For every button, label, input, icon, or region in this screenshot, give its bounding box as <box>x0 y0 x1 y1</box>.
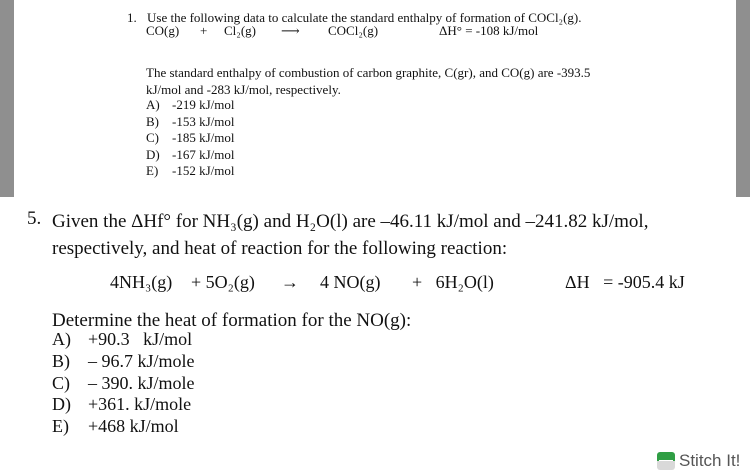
stitch-app-icon <box>657 452 675 470</box>
reactant-o2: + 5O₂(g) <box>191 272 255 292</box>
product-cocl2: COCl₂(g) <box>328 23 379 38</box>
question-1-text-line-2: kJ/mol and -283 kJ/mol, respectively. <box>146 82 341 97</box>
stitch-it-watermark <box>657 450 740 472</box>
reaction-arrow: ⟶ <box>281 23 300 38</box>
product-no: 4 NO(g) <box>320 272 381 292</box>
question-5-line-1: Given the ΔHf° for NH₃(g) and H₂O(l) are –46.11 kJ/mol and –241.82 kJ/mol, <box>52 211 649 232</box>
reactant-nh3: 4NH₃(g) <box>110 272 173 292</box>
question-1-option: B) -153 kJ/mol <box>146 113 235 129</box>
question-5-option: B) – 96.7 kJ/mole <box>52 350 195 371</box>
question-5-option: C) – 390. kJ/mole <box>52 372 195 393</box>
question-1-option: A) -219 kJ/mol <box>146 97 235 112</box>
question-1-options <box>146 97 234 180</box>
delta-h-value: ΔH = -905.4 kJ <box>565 272 685 292</box>
question-5-option: A) +90.3 kJ/mol <box>52 329 193 349</box>
question-5-ask: Determine the heat of formation for the NO(g): <box>52 310 412 331</box>
stitch-it-label: Stitch It! <box>679 451 741 470</box>
question-5-text <box>52 208 648 262</box>
question-1-option: D) -167 kJ/mol <box>146 146 235 162</box>
question-1-option: C) -185 kJ/mol <box>146 130 235 145</box>
product-h2o: + 6H₂O(l) <box>412 272 494 292</box>
question-5-option: D) +361. kJ/mole <box>52 394 192 415</box>
question-5-number: 5. <box>27 208 42 229</box>
question-5-line-2: respectively, and heat of reaction for the following reaction: <box>52 238 508 259</box>
delta-h-value: ΔH° = -108 kJ/mol <box>439 23 539 38</box>
reactant-cl2: Cl₂(g) <box>224 23 256 38</box>
question-1-prompt: Use the following data to calculate the standard enthalpy of formation of COCl₂(g). <box>147 10 582 25</box>
question-1-number: 1. <box>127 10 137 25</box>
plus-sign: + <box>200 23 208 38</box>
reaction-arrow: → <box>281 272 299 292</box>
question-1-option: E) -152 kJ/mol <box>146 163 235 178</box>
question-5-options <box>52 329 195 438</box>
question-5-option: E) +468 kJ/mol <box>52 416 179 437</box>
reactant-co: CO(g) <box>146 23 180 38</box>
question-1-text-line-1: The standard enthalpy of combustion of carbon graphite, C(gr), and CO(g) are -393.5 <box>146 65 591 80</box>
question-1-text <box>146 64 646 98</box>
